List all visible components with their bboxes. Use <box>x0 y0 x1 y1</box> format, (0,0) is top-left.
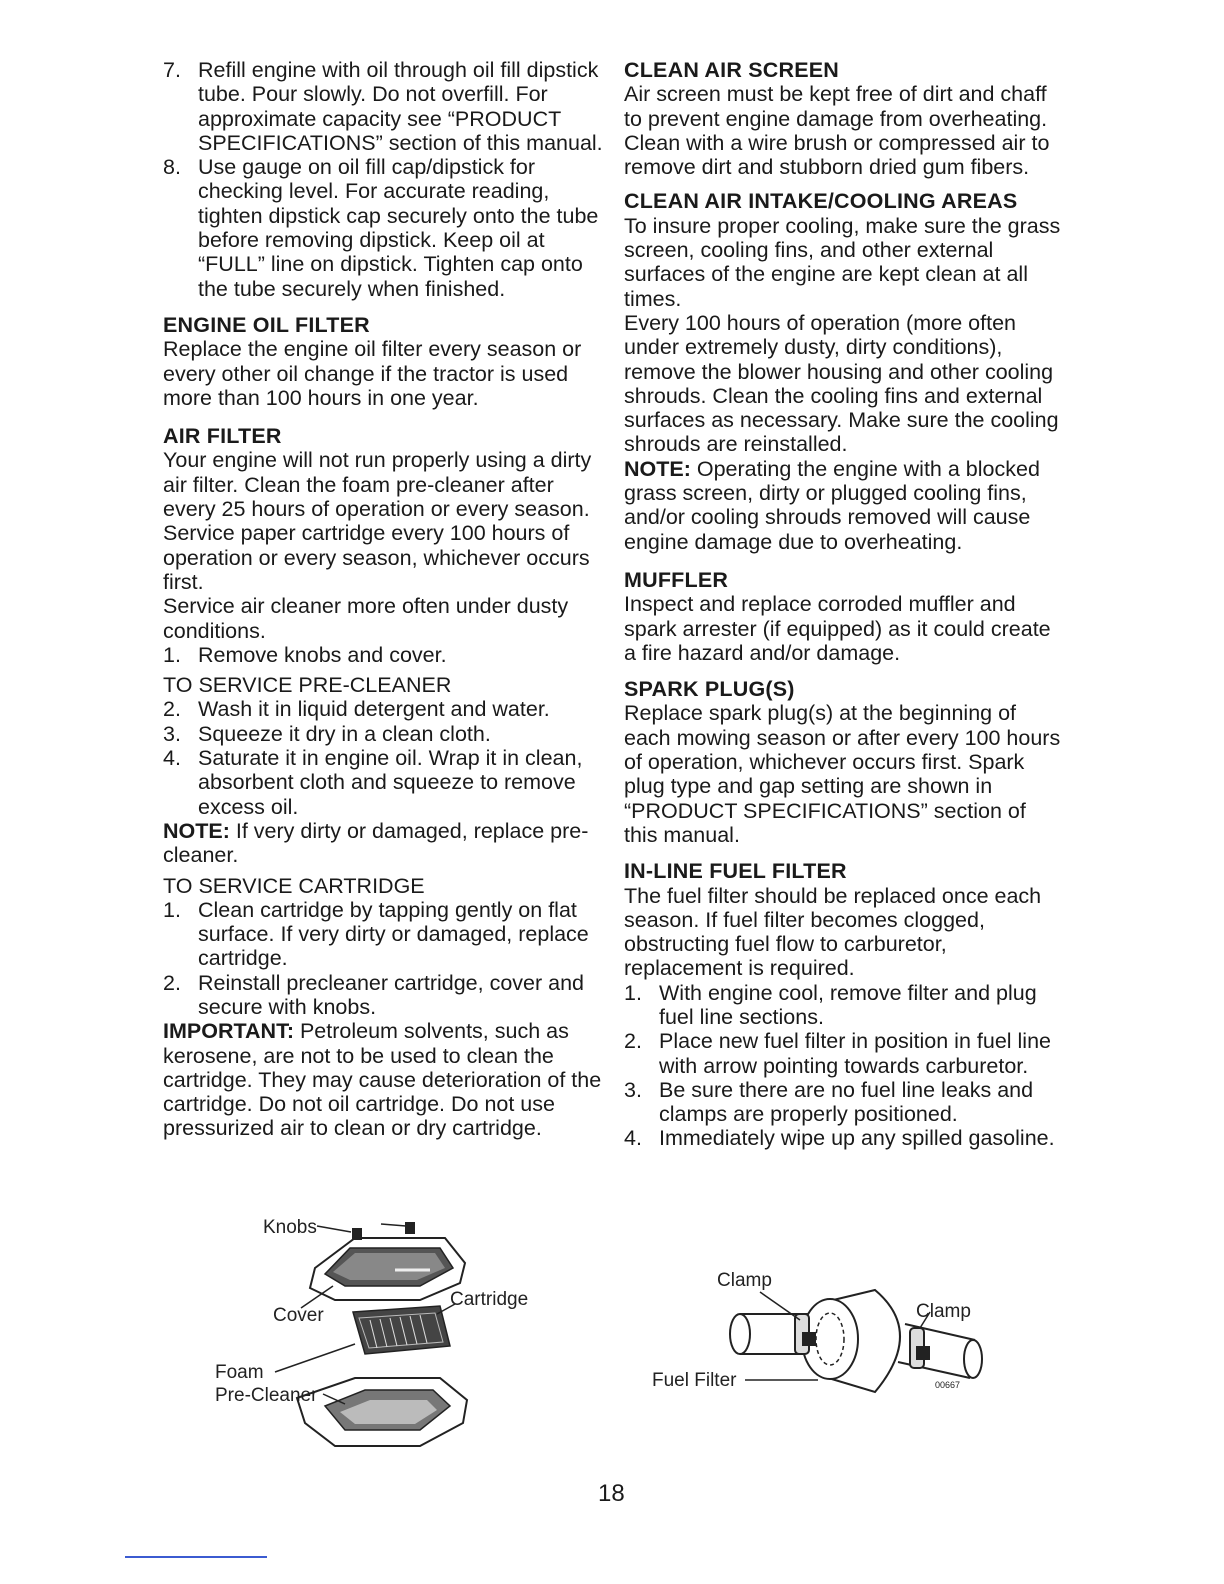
step-text: Use gauge on oil fill cap/dipstick for checking level. For accurate reading, tighten dipstick cap securely onto the tube before removing dipstick. Keep oil at “FULL” line on dipstick. Tighten cap onto the tube securely when finished. <box>198 155 599 301</box>
note-label: NOTE: <box>624 456 691 481</box>
engine-oil-filter-heading: ENGINE OIL FILTER <box>163 312 370 337</box>
figure-code: 00667 <box>935 1380 961 1390</box>
step-number: 1. <box>163 642 181 667</box>
list-item <box>624 1078 1064 1127</box>
step-text: With engine cool, remove filter and plug fuel line sections. <box>659 980 1037 1029</box>
step-text: Remove knobs and cover. <box>198 642 447 667</box>
step-number: 4. <box>624 1126 642 1151</box>
list-item <box>163 722 603 746</box>
clean-air-intake-heading: CLEAN AIR INTAKE/COOLING AREAS <box>624 189 1018 214</box>
step-number: 1. <box>624 980 642 1005</box>
step-number: 8. <box>163 155 181 180</box>
important-text: Petroleum solvents, such as kerosene, are not to be used to clean the cartridge. They may cause deterioration of the cartridge. Do not oil cartridge. Do not use pressurized air to clean or dry cartridge. <box>163 1019 602 1141</box>
fuel-filter-illustration <box>640 1262 1000 1412</box>
fuel-filter-diagram <box>640 1262 1000 1412</box>
air-filter-para-2: Service air cleaner more often under dusty conditions. <box>163 594 569 643</box>
pre-cleaner-label: Pre-Cleaner <box>215 1385 318 1406</box>
important-label: IMPORTANT: <box>163 1019 294 1044</box>
list-item <box>624 1029 1064 1078</box>
step-text: Refill engine with oil through oil fill dipstick tube. Pour slowly. Do not overfill. For approximate capacity see “PRODUCT SPECIFICATIONS” section of this manual. <box>198 58 603 155</box>
list-item <box>163 58 603 155</box>
clean-air-intake-para-2: Every 100 hours of operation (more often under extremely dusty, dirty conditions), remove the blower housing and other cooling shrouds. Clean the cooling fins and external surfaces as necessary. Make sure the cooling shrouds are reinstalled. <box>624 310 1059 457</box>
spark-plug-text: Replace spark plug(s) at the beginning of each mowing season or after every 100 hours of operation, whichever occurs first. Spark plug type and gap setting are shown in “PRODUCT SPECIFICATIONS” section of this manual. <box>624 701 1061 847</box>
note-text: Operating the engine with a blocked grass screen, dirty or plugged cooling fins, and/or cooling shrouds removed will cause engine damage due to overheating. <box>624 456 1040 554</box>
clean-air-screen-text: Air screen must be kept free of dirt and chaff to prevent engine damage from overheating. Clean with a wire brush or compressed air to remove dirt and stubborn dried gum fibers. <box>624 82 1050 180</box>
fuel-filter-text: The fuel filter should be replaced once each season. If fuel filter becomes clogged, obstructing fuel flow to carburetor, replacement is required. <box>624 883 1042 981</box>
step-number: 3. <box>624 1077 642 1102</box>
list-item <box>163 643 603 667</box>
right-column <box>624 58 1064 1151</box>
muffler-heading: MUFFLER <box>624 567 729 592</box>
fuel-filter-label: Fuel Filter <box>652 1370 737 1391</box>
cover-label: Cover <box>273 1305 324 1326</box>
clamp-label-right: Clamp <box>916 1301 971 1322</box>
note-label: NOTE: <box>163 818 230 843</box>
step-number: 1. <box>163 897 181 922</box>
footer-rule <box>125 1556 267 1558</box>
air-filter-diagram <box>205 1208 565 1468</box>
fuel-filter-heading: IN-LINE FUEL FILTER <box>624 859 847 884</box>
list-item <box>624 1126 1064 1150</box>
step-number: 4. <box>163 746 181 771</box>
step-text: Clean cartridge by tapping gently on flat surface. If very dirty or damaged, replace cartridge. <box>198 897 589 971</box>
intake-note <box>624 457 1064 554</box>
list-item <box>163 746 603 819</box>
list-item <box>163 155 603 301</box>
page-number: 18 <box>598 1480 625 1507</box>
step-number: 2. <box>163 970 181 995</box>
important-note <box>163 1019 603 1140</box>
list-item <box>624 981 1064 1030</box>
list-item <box>163 697 603 721</box>
step-text: Place new fuel filter in position in fuel line with arrow pointing towards carburetor. <box>659 1029 1051 1078</box>
list-item <box>163 898 603 971</box>
knobs-label: Knobs <box>263 1217 317 1238</box>
note-text: If very dirty or damaged, replace pre-cleaner. <box>163 818 589 868</box>
clean-air-intake-para-1: To insure proper cooling, make sure the grass screen, cooling fins, and other external surfaces of the engine are kept clean at all times. <box>624 213 1061 311</box>
left-column <box>163 58 603 1141</box>
clean-air-screen-heading: CLEAN AIR SCREEN <box>624 58 840 82</box>
cartridge-label: Cartridge <box>450 1289 529 1310</box>
list-item <box>163 971 603 1020</box>
spark-plug-heading: SPARK PLUG(S) <box>624 677 795 702</box>
step-number: 2. <box>163 697 181 722</box>
step-text: Immediately wipe up any spilled gasoline. <box>659 1126 1055 1151</box>
step-text: Reinstall precleaner cartridge, cover and secure with knobs. <box>198 970 585 1019</box>
precleaner-note <box>163 819 603 868</box>
engine-oil-filter-text: Replace the engine oil filter every season or every other oil change if the tractor is used more than 100 hours in one year. <box>163 337 582 410</box>
air-filter-illustration <box>205 1208 565 1468</box>
step-number: 2. <box>624 1029 642 1054</box>
step-number: 7. <box>163 58 181 82</box>
step-number: 3. <box>163 721 181 746</box>
step-text: Saturate it in engine oil. Wrap it in clean, absorbent cloth and squeeze to remove excess oil. <box>198 746 583 819</box>
foam-label: Foam <box>215 1362 264 1383</box>
step-text: Wash it in liquid detergent and water. <box>198 697 550 722</box>
cartridge-subheading: TO SERVICE CARTRIDGE <box>163 873 425 898</box>
step-text: Be sure there are no fuel line leaks and clamps are properly positioned. <box>659 1077 1034 1127</box>
step-text: Squeeze it dry in a clean cloth. <box>198 721 491 746</box>
air-filter-heading: AIR FILTER <box>163 424 282 449</box>
air-filter-para-1: Your engine will not run properly using a dirty air filter. Clean the foam pre-cleaner after every 25 hours of operation or every season. Service paper cartridge every 100 hours of operation or every season, whichever occurs first. <box>163 448 592 594</box>
precleaner-subheading: TO SERVICE PRE-CLEANER <box>163 673 452 698</box>
muffler-text: Inspect and replace corroded muffler and spark arrester (if equipped) as it could create a fire hazard and/or damage. <box>624 592 1051 665</box>
clamp-label-left: Clamp <box>717 1270 772 1291</box>
